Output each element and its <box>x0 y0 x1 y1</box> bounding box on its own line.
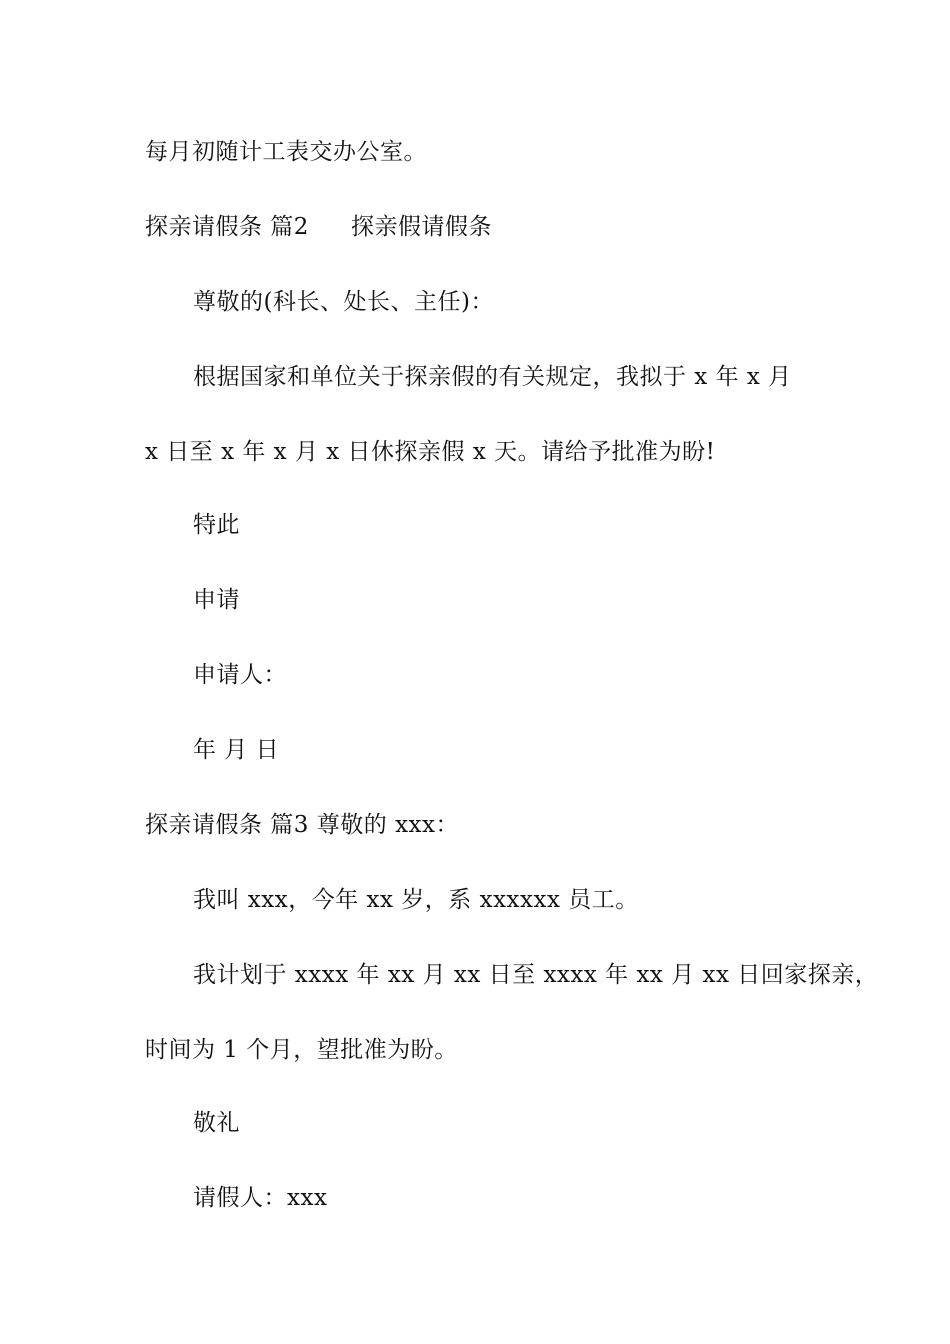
leave-requester: 请假人：xxx <box>193 1185 328 1211</box>
plan-paragraph-line-1: 我计划于 xxxx 年 xx 月 xx 日至 xxxx 年 xx 月 xx 日回家探亲， <box>193 962 879 988</box>
section-title-2: 探亲请假条 篇2 <box>145 214 309 240</box>
self-introduction: 我叫 xxx，今年 xx 岁，系 xxxxxx 员工。 <box>193 887 639 913</box>
salutation: 尊敬的(科长、处长、主任)： <box>193 289 494 315</box>
date-line: 年 月 日 <box>193 737 280 763</box>
closing-text: 特此 <box>193 512 240 538</box>
section-heading-2 <box>145 212 492 242</box>
section-heading-3: 探亲请假条 篇3 尊敬的 xxx： <box>145 812 459 838</box>
body-paragraph-line-2: x 日至 x 年 x 月 x 日休探亲假 x 天。请给予批准为盼! <box>145 439 716 465</box>
applicant-label: 申请人： <box>193 662 287 688</box>
section-subtitle-2: 探亲假请假条 <box>350 214 492 240</box>
paragraph-office-note: 每月初随计工表交办公室。 <box>145 139 427 165</box>
regards: 敬礼 <box>193 1110 240 1136</box>
body-paragraph-line-1: 根据国家和单位关于探亲假的有关规定，我拟于 x 年 x 月 <box>193 364 792 390</box>
closing-request: 申请 <box>193 587 240 613</box>
plan-paragraph-line-2: 时间为 1 个月，望批准为盼。 <box>145 1037 458 1063</box>
